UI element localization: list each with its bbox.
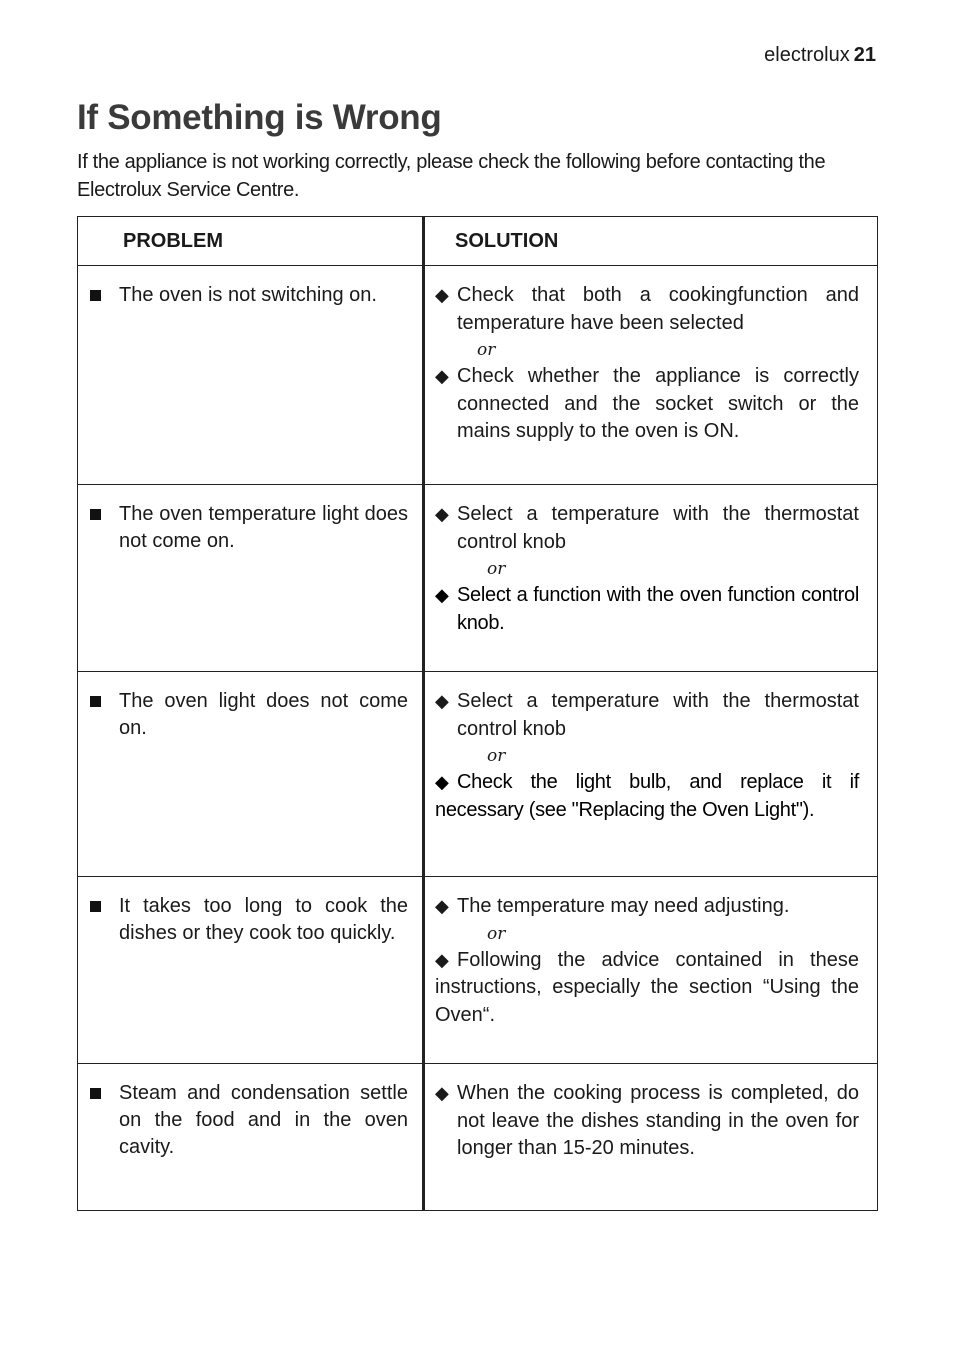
page-number: 21 (853, 44, 876, 66)
diamond-bullet-icon: ◆ (435, 772, 449, 792)
problem-cell (78, 266, 424, 485)
diamond-bullet-icon: ◆ (435, 949, 449, 970)
square-bullet-icon (90, 290, 101, 301)
table-row (78, 672, 878, 877)
brand-name: electrolux (764, 44, 850, 66)
diamond-bullet-icon: ◆ (435, 585, 449, 605)
problem-text: The oven temperature light does not come on. (119, 503, 408, 552)
solution-text: Following the advice contained in these instructions, especially the section “Using the Oven“. (435, 948, 859, 1026)
solution-text: Select a temperature with the thermostat control knob (457, 690, 859, 740)
or-separator: or (487, 559, 506, 579)
diamond-bullet-icon: ◆ (435, 504, 449, 524)
square-bullet-icon (90, 901, 101, 912)
problem-text: The oven light does not come on. (119, 690, 408, 739)
table-row (78, 877, 878, 1064)
diamond-bullet-icon: ◆ (435, 691, 449, 711)
square-bullet-icon (90, 509, 101, 520)
or-separator: or (487, 923, 506, 944)
table-row (78, 266, 878, 485)
solution-text: Check that both a cookingfunction and temperature have been selected (457, 284, 859, 334)
problem-cell (78, 672, 424, 877)
or-separator: or (477, 340, 496, 360)
diamond-bullet-icon: ◆ (435, 285, 449, 305)
square-bullet-icon (90, 696, 101, 707)
table-header-row (78, 217, 878, 266)
square-bullet-icon (90, 1088, 101, 1099)
problem-cell (78, 1064, 424, 1211)
solution-cell (424, 266, 878, 485)
solution-cell (424, 1064, 878, 1211)
solution-text: The temperature may need adjusting. (457, 895, 790, 917)
solution-text: Select a temperature with the thermostat control knob (457, 503, 859, 553)
diamond-bullet-icon: ◆ (435, 896, 449, 916)
table-row (78, 485, 878, 672)
table-row (78, 1064, 878, 1211)
diamond-bullet-icon: ◆ (435, 1083, 449, 1103)
intro-text: If the appliance is not working correctly, please check the following before contacting the Electrolux Service Centre. (77, 151, 826, 201)
problem-cell (78, 485, 424, 672)
column-header-problem: PROBLEM (78, 217, 424, 266)
solution-cell (424, 672, 878, 877)
column-header-solution: SOLUTION (424, 217, 878, 266)
page-header (764, 44, 876, 67)
solution-text: When the cooking process is completed, do not leave the dishes standing in the oven for longer than 15-20 minutes. (457, 1082, 859, 1159)
diamond-bullet-icon: ◆ (435, 366, 449, 386)
problem-text: It takes too long to cook the dishes or they cook too quickly. (119, 895, 408, 944)
solution-text: Check whether the appliance is correctly connected and the socket switch or the mains supply to the oven is ON. (457, 365, 859, 442)
troubleshooting-table (77, 216, 878, 1211)
problem-text: Steam and condensation settle on the food and in the oven cavity. (119, 1082, 408, 1158)
problem-cell (78, 877, 424, 1064)
solution-cell (424, 485, 878, 672)
page-title: If Something is Wrong (77, 98, 442, 137)
solution-text: Select a function with the oven function control knob. (457, 584, 859, 634)
solution-text: Check the light bulb, and replace it if necessary (see "Replacing the Oven Light"). (435, 771, 859, 821)
problem-text: The oven is not switching on. (119, 284, 377, 306)
or-separator: or (487, 746, 506, 766)
solution-cell (424, 877, 878, 1064)
